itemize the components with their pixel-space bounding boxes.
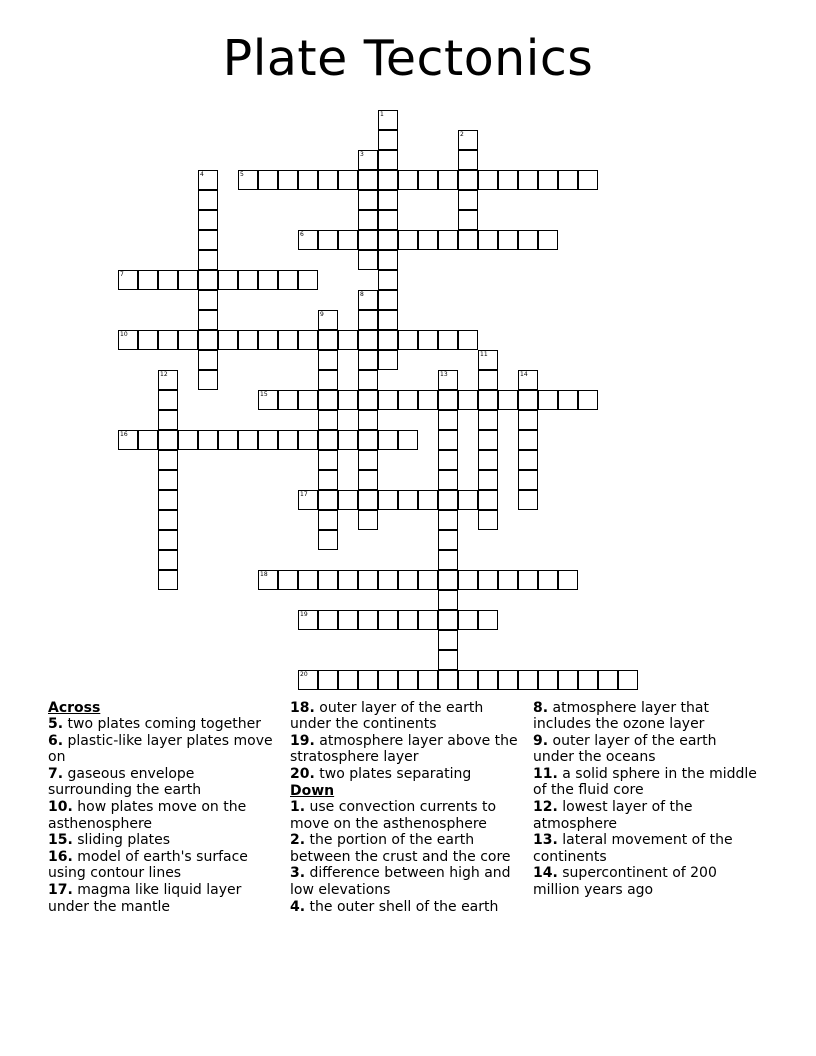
grid-cell[interactable] [558, 670, 578, 690]
across-clue-6: 6. plastic-like layer plates move on [48, 733, 273, 766]
grid-cell[interactable] [218, 270, 238, 290]
grid-cell[interactable] [318, 670, 338, 690]
grid-cell[interactable] [558, 170, 578, 190]
grid-cell[interactable] [238, 170, 258, 190]
grid-cell[interactable] [518, 390, 538, 410]
clue-number: 6 [300, 231, 304, 238]
grid-cell[interactable] [458, 390, 478, 410]
grid-cell[interactable] [378, 110, 398, 130]
grid-cell[interactable] [478, 390, 498, 410]
grid-cell[interactable] [198, 310, 218, 330]
across-clue-19: 19. atmosphere layer above the stratosphere layer [290, 733, 518, 766]
grid-cell[interactable] [198, 290, 218, 310]
grid-cell[interactable] [318, 470, 338, 490]
grid-cell[interactable] [358, 450, 378, 470]
grid-cell[interactable] [318, 370, 338, 390]
grid-cell[interactable] [598, 670, 618, 690]
clue-number: 3 [360, 151, 364, 158]
down-clue-8: 8. atmosphere layer that includes the ozone layer [533, 700, 709, 733]
grid-cell[interactable] [318, 450, 338, 470]
grid-cell[interactable] [278, 170, 298, 190]
grid-cell[interactable] [338, 610, 358, 630]
grid-cell[interactable] [478, 570, 498, 590]
grid-cell[interactable] [158, 410, 178, 430]
grid-cell[interactable] [338, 490, 358, 510]
grid-cell[interactable] [498, 570, 518, 590]
grid-cell[interactable] [298, 170, 318, 190]
across-clue-16: 16. model of earth's surface using contour lines [48, 849, 248, 882]
across-clue-17: 17. magma like liquid layer under the mantle [48, 882, 242, 915]
grid-cell[interactable] [178, 270, 198, 290]
grid-cell[interactable] [338, 330, 358, 350]
grid-cell[interactable] [358, 230, 378, 250]
grid-cell[interactable] [118, 430, 138, 450]
grid-cell[interactable] [318, 610, 338, 630]
grid-cell[interactable] [478, 370, 498, 390]
clue-number: 11 [480, 351, 488, 358]
grid-cell[interactable] [158, 530, 178, 550]
grid-cell[interactable] [358, 250, 378, 270]
grid-cell[interactable] [378, 430, 398, 450]
down-clue-11: 11. a solid sphere in the middle of the fluid core [533, 766, 757, 799]
across-heading: Across [48, 700, 101, 716]
grid-cell[interactable] [298, 330, 318, 350]
grid-cell[interactable] [378, 250, 398, 270]
clue-number: 4 [200, 171, 204, 178]
grid-cell[interactable] [418, 610, 438, 630]
grid-cell[interactable] [418, 570, 438, 590]
grid-cell[interactable] [438, 170, 458, 190]
grid-cell[interactable] [458, 670, 478, 690]
grid-cell[interactable] [438, 550, 458, 570]
grid-cell[interactable] [518, 430, 538, 450]
grid-cell[interactable] [138, 270, 158, 290]
grid-cell[interactable] [558, 390, 578, 410]
grid-cell[interactable] [378, 570, 398, 590]
across-clue-20: 20. two plates separating [290, 766, 472, 783]
grid-cell[interactable] [378, 490, 398, 510]
grid-cell[interactable] [358, 610, 378, 630]
grid-cell[interactable] [358, 150, 378, 170]
grid-cell[interactable] [438, 390, 458, 410]
grid-cell[interactable] [518, 570, 538, 590]
grid-cell[interactable] [358, 350, 378, 370]
grid-cell[interactable] [438, 450, 458, 470]
grid-cell[interactable] [378, 190, 398, 210]
grid-cell[interactable] [458, 170, 478, 190]
grid-cell[interactable] [578, 170, 598, 190]
grid-cell[interactable] [478, 610, 498, 630]
grid-cell[interactable] [498, 670, 518, 690]
grid-cell[interactable] [198, 210, 218, 230]
grid-cell[interactable] [318, 330, 338, 350]
grid-cell[interactable] [458, 190, 478, 210]
grid-cell[interactable] [378, 610, 398, 630]
grid-cell[interactable] [158, 270, 178, 290]
grid-cell[interactable] [358, 390, 378, 410]
grid-cell[interactable] [238, 430, 258, 450]
grid-cell[interactable] [338, 170, 358, 190]
grid-cell[interactable] [418, 390, 438, 410]
grid-cell[interactable] [278, 430, 298, 450]
grid-cell[interactable] [158, 390, 178, 410]
grid-cell[interactable] [158, 490, 178, 510]
grid-cell[interactable] [198, 330, 218, 350]
grid-cell[interactable] [518, 410, 538, 430]
grid-cell[interactable] [438, 230, 458, 250]
grid-cell[interactable] [318, 310, 338, 330]
grid-cell[interactable] [318, 430, 338, 450]
grid-cell[interactable] [458, 230, 478, 250]
grid-cell[interactable] [218, 330, 238, 350]
grid-cell[interactable] [398, 490, 418, 510]
clue-number: 15 [260, 391, 268, 398]
grid-cell[interactable] [378, 310, 398, 330]
grid-cell[interactable] [418, 490, 438, 510]
grid-cell[interactable] [458, 610, 478, 630]
grid-cell[interactable] [318, 170, 338, 190]
grid-cell[interactable] [518, 670, 538, 690]
grid-cell[interactable] [438, 430, 458, 450]
down-clue-1: 1. use convection currents to move on the asthenosphere [290, 799, 497, 832]
grid-cell[interactable] [318, 570, 338, 590]
grid-cell[interactable] [398, 170, 418, 190]
grid-cell[interactable] [518, 450, 538, 470]
grid-cell[interactable] [538, 390, 558, 410]
grid-cell[interactable] [218, 430, 238, 450]
grid-cell[interactable] [338, 430, 358, 450]
grid-cell[interactable] [378, 170, 398, 190]
grid-cell[interactable] [478, 490, 498, 510]
grid-cell[interactable] [158, 550, 178, 570]
grid-cell[interactable] [238, 270, 258, 290]
grid-cell[interactable] [498, 390, 518, 410]
clue-number: 17 [300, 491, 308, 498]
grid-cell[interactable] [578, 670, 598, 690]
grid-cell[interactable] [478, 670, 498, 690]
grid-cell[interactable] [418, 670, 438, 690]
grid-cell[interactable] [278, 270, 298, 290]
grid-cell[interactable] [378, 330, 398, 350]
grid-cell[interactable] [518, 170, 538, 190]
grid-cell[interactable] [298, 610, 318, 630]
grid-cell[interactable] [198, 350, 218, 370]
grid-cell[interactable] [478, 450, 498, 470]
grid-cell[interactable] [318, 410, 338, 430]
grid-cell[interactable] [198, 370, 218, 390]
grid-cell[interactable] [258, 270, 278, 290]
grid-cell[interactable] [158, 430, 178, 450]
grid-cell[interactable] [198, 270, 218, 290]
down-clue-4: 4. the outer shell of the earth [290, 898, 499, 915]
grid-cell[interactable] [518, 470, 538, 490]
grid-cell[interactable] [358, 570, 378, 590]
puzzle-title: Plate Tectonics [222, 30, 594, 87]
grid-cell[interactable] [278, 570, 298, 590]
grid-cell[interactable] [398, 230, 418, 250]
down-clue-12: 12. lowest layer of the atmosphere [533, 799, 693, 832]
grid-cell[interactable] [378, 130, 398, 150]
grid-cell[interactable] [358, 470, 378, 490]
grid-cell[interactable] [298, 670, 318, 690]
grid-cell[interactable] [438, 610, 458, 630]
grid-cell[interactable] [258, 430, 278, 450]
grid-cell[interactable] [538, 230, 558, 250]
grid-cell[interactable] [558, 570, 578, 590]
grid-cell[interactable] [358, 370, 378, 390]
grid-cell[interactable] [318, 390, 338, 410]
grid-cell[interactable] [318, 530, 338, 550]
grid-cell[interactable] [318, 490, 338, 510]
grid-cell[interactable] [438, 590, 458, 610]
grid-cell[interactable] [498, 170, 518, 190]
grid-cell[interactable] [238, 330, 258, 350]
clue-number: 9 [320, 311, 324, 318]
clue-number: 12 [160, 371, 168, 378]
grid-cell[interactable] [258, 330, 278, 350]
grid-cell[interactable] [398, 610, 418, 630]
grid-cell[interactable] [378, 390, 398, 410]
grid-cell[interactable] [358, 290, 378, 310]
grid-cell[interactable] [478, 350, 498, 370]
grid-cell[interactable] [158, 370, 178, 390]
grid-cell[interactable] [158, 450, 178, 470]
grid-cell[interactable] [358, 410, 378, 430]
grid-cell[interactable] [478, 510, 498, 530]
grid-cell[interactable] [158, 330, 178, 350]
grid-cell[interactable] [518, 490, 538, 510]
grid-cell[interactable] [358, 490, 378, 510]
grid-cell[interactable] [258, 570, 278, 590]
down-clue-13: 13. lateral movement of the continents [533, 832, 733, 865]
grid-cell[interactable] [458, 330, 478, 350]
grid-cell[interactable] [338, 670, 358, 690]
clue-number: 19 [300, 611, 308, 618]
grid-cell[interactable] [118, 330, 138, 350]
grid-cell[interactable] [198, 170, 218, 190]
grid-cell[interactable] [378, 150, 398, 170]
grid-cell[interactable] [398, 670, 418, 690]
grid-cell[interactable] [438, 650, 458, 670]
grid-cell[interactable] [518, 370, 538, 390]
grid-cell[interactable] [358, 210, 378, 230]
grid-cell[interactable] [258, 170, 278, 190]
down-clue-3: 3. difference between high and low elevations [290, 865, 511, 898]
grid-cell[interactable] [358, 510, 378, 530]
grid-cell[interactable] [438, 410, 458, 430]
grid-cell[interactable] [318, 350, 338, 370]
grid-cell[interactable] [338, 230, 358, 250]
grid-cell[interactable] [138, 330, 158, 350]
grid-cell[interactable] [358, 330, 378, 350]
grid-cell[interactable] [298, 270, 318, 290]
grid-cell[interactable] [158, 510, 178, 530]
clue-number: 13 [440, 371, 448, 378]
clue-number: 14 [520, 371, 528, 378]
clue-number: 5 [240, 171, 244, 178]
grid-cell[interactable] [378, 230, 398, 250]
grid-cell[interactable] [458, 490, 478, 510]
across-clue-15: 15. sliding plates [48, 832, 171, 849]
grid-cell[interactable] [338, 570, 358, 590]
across-clue-10: 10. how plates move on the asthenosphere [48, 799, 247, 832]
grid-cell[interactable] [438, 530, 458, 550]
grid-cell[interactable] [138, 430, 158, 450]
grid-cell[interactable] [438, 570, 458, 590]
clue-number: 2 [460, 131, 464, 138]
grid-cell[interactable] [398, 330, 418, 350]
grid-cell[interactable] [458, 150, 478, 170]
grid-cell[interactable] [478, 230, 498, 250]
grid-cell[interactable] [178, 430, 198, 450]
grid-cell[interactable] [418, 330, 438, 350]
grid-cell[interactable] [478, 410, 498, 430]
grid-cell[interactable] [378, 670, 398, 690]
grid-cell[interactable] [418, 230, 438, 250]
grid-cell[interactable] [258, 390, 278, 410]
grid-cell[interactable] [198, 190, 218, 210]
grid-cell[interactable] [198, 250, 218, 270]
grid-cell[interactable] [438, 490, 458, 510]
grid-cell[interactable] [438, 370, 458, 390]
grid-cell[interactable] [278, 330, 298, 350]
clue-number: 20 [300, 671, 308, 678]
grid-cell[interactable] [298, 230, 318, 250]
grid-cell[interactable] [458, 210, 478, 230]
down-clue-2: 2. the portion of the earth between the crust and the core [290, 832, 511, 865]
grid-cell[interactable] [318, 510, 338, 530]
grid-cell[interactable] [298, 490, 318, 510]
grid-cell[interactable] [198, 430, 218, 450]
grid-cell[interactable] [338, 390, 358, 410]
grid-cell[interactable] [538, 570, 558, 590]
grid-cell[interactable] [358, 430, 378, 450]
grid-cell[interactable] [478, 170, 498, 190]
grid-cell[interactable] [438, 510, 458, 530]
grid-cell[interactable] [158, 470, 178, 490]
across-clue-5: 5. two plates coming together [48, 716, 261, 733]
grid-cell[interactable] [158, 570, 178, 590]
down-heading: Down [290, 782, 335, 799]
grid-cell[interactable] [578, 390, 598, 410]
grid-cell[interactable] [378, 350, 398, 370]
grid-cell[interactable] [358, 190, 378, 210]
grid-cell[interactable] [458, 130, 478, 150]
grid-cell[interactable] [438, 470, 458, 490]
grid-cell[interactable] [438, 670, 458, 690]
grid-cell[interactable] [298, 430, 318, 450]
clue-number: 18 [260, 571, 268, 578]
grid-cell[interactable] [378, 290, 398, 310]
grid-cell[interactable] [378, 210, 398, 230]
grid-cell[interactable] [358, 170, 378, 190]
grid-cell[interactable] [478, 430, 498, 450]
across-clue-7: 7. gaseous envelope surrounding the earth [48, 766, 202, 799]
grid-cell[interactable] [398, 570, 418, 590]
grid-cell[interactable] [618, 670, 638, 690]
down-clue-9: 9. outer layer of the earth under the oceans [533, 733, 717, 766]
grid-cell[interactable] [118, 270, 138, 290]
grid-cell[interactable] [298, 570, 318, 590]
clue-number: 8 [360, 291, 364, 298]
grid-cell[interactable] [498, 230, 518, 250]
clue-number: 1 [380, 111, 384, 118]
across-clue-18: 18. outer layer of the earth under the continents [290, 700, 484, 733]
clue-number: 7 [120, 271, 124, 278]
grid-cell[interactable] [378, 270, 398, 290]
clue-number: 10 [120, 331, 128, 338]
grid-cell[interactable] [358, 310, 378, 330]
clues-column-1 [48, 700, 273, 915]
clue-number: 16 [120, 431, 128, 438]
grid-cell[interactable] [358, 670, 378, 690]
clues-column-3 [533, 700, 761, 899]
grid-cell[interactable] [398, 430, 418, 450]
down-clue-14: 14. supercontinent of 200 million years ago [533, 865, 717, 898]
grid-cell[interactable] [198, 230, 218, 250]
grid-cell[interactable] [438, 330, 458, 350]
grid-cell[interactable] [478, 470, 498, 490]
clues-column-2 [290, 700, 525, 915]
grid-cell[interactable] [178, 330, 198, 350]
grid-cell[interactable] [278, 390, 298, 410]
grid-cell[interactable] [518, 230, 538, 250]
grid-cell[interactable] [458, 570, 478, 590]
grid-cell[interactable] [538, 170, 558, 190]
grid-cell[interactable] [298, 390, 318, 410]
grid-cell[interactable] [418, 170, 438, 190]
grid-cell[interactable] [538, 670, 558, 690]
grid-cell[interactable] [438, 630, 458, 650]
grid-cell[interactable] [318, 230, 338, 250]
grid-cell[interactable] [398, 390, 418, 410]
